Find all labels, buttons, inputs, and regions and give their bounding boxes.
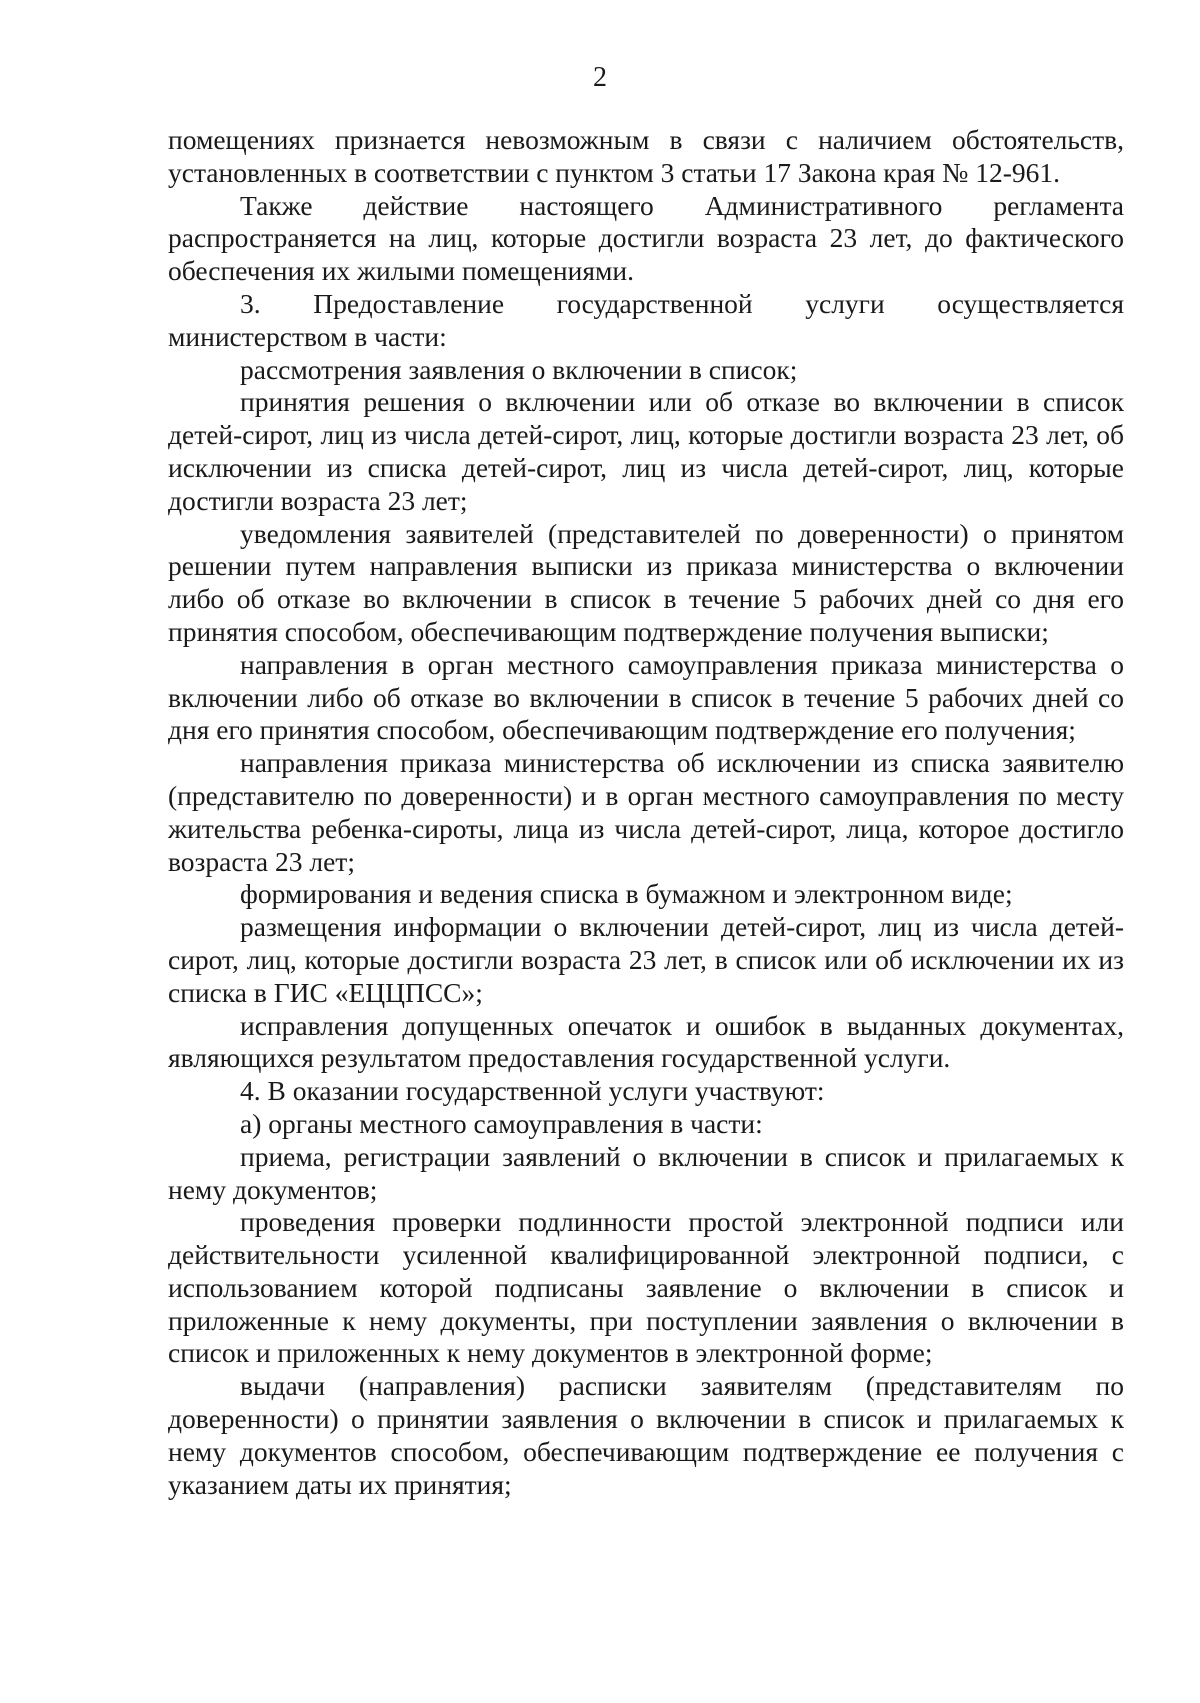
paragraph: проведения проверки подлинности простой электронной подписи или действительности усиленной квалифицированной электронной подписи, с использованием которой подписаны заявление о включении в список и приложенные к нему документы, при поступлении заявления о включении в список и приложенных к нему документов в электронной форме; xyxy=(168,1206,1124,1369)
paragraph: а) органы местного самоуправления в части: xyxy=(240,1107,763,1139)
paragraph: Также действие настоящего Административного регламента распространяется на лиц, которые достигли возраста 23 лет, до фактического обеспечения их жилыми помещениями. xyxy=(168,189,1124,287)
paragraph: направления в орган местного самоуправления приказа министерства о включении либо об отказе во включении в список в течение 5 рабочих дней со дня его принятия способом, обеспечивающим подтверждение его получения; xyxy=(168,648,1124,746)
paragraph: направления приказа министерства об исключении из списка заявителю (представителю по доверенности) и в орган местного самоуправления по месту жительства ребенка-сироты, лица из числа детей-сирот, лица, которое достигло возраста 23 лет; xyxy=(168,747,1124,877)
paragraph: принятия решения о включении или об отказе во включении в список детей-сирот, лиц из числа детей-сирот, лиц, которые достигли возраста 23 лет, об исключении из списка детей-сирот, лиц из числа детей-сирот, лиц, которые достигли возраста 23 лет; xyxy=(168,386,1124,516)
paragraph: приема, регистрации заявлений о включении в список и прилагаемых к нему документов; xyxy=(168,1140,1124,1205)
paragraph: уведомления заявителей (представителей по доверенности) о принятом решении путем направления выписки из приказа министерства о включении либо об отказе во включении в список в течение 5 рабочих дней со дня его принятия способом, обеспечивающим подтверждение получения выписки; xyxy=(168,517,1124,647)
paragraph: исправления допущенных опечаток и ошибок в выданных документах, являющихся результатом предоставления государственной услуги. xyxy=(168,1009,1124,1074)
paragraph: формирования и ведения списка в бумажном и электронном виде; xyxy=(240,878,1013,910)
paragraph: размещения информации о включении детей-сирот, лиц из числа детей-сирот, лиц, которые достигли возраста 23 лет, в список или об исключении их из списка в ГИС «ЕЦЦПСС»; xyxy=(168,911,1124,1008)
paragraph: 4. В оказании государственной услуги участвуют: xyxy=(240,1075,825,1107)
paragraph: выдачи (направления) расписки заявителям (представителям по доверенности) о принятии заявления о включении в список и прилагаемых к нему документов способом, обеспечивающим подтверждение ее получения с указанием даты их принятия; xyxy=(168,1370,1124,1500)
paragraph: помещениях признается невозможным в связи с наличием обстоятельств, установленных в соответствии с пунктом 3 статьи 17 Закона края № 12-961. xyxy=(168,124,1124,188)
paragraph: 3. Предоставление государственной услуги осуществляется министерством в части: xyxy=(168,287,1124,352)
page-number: 2 xyxy=(593,62,607,93)
paragraph: рассмотрения заявления о включении в список; xyxy=(240,353,798,385)
document-body xyxy=(168,124,1124,1501)
